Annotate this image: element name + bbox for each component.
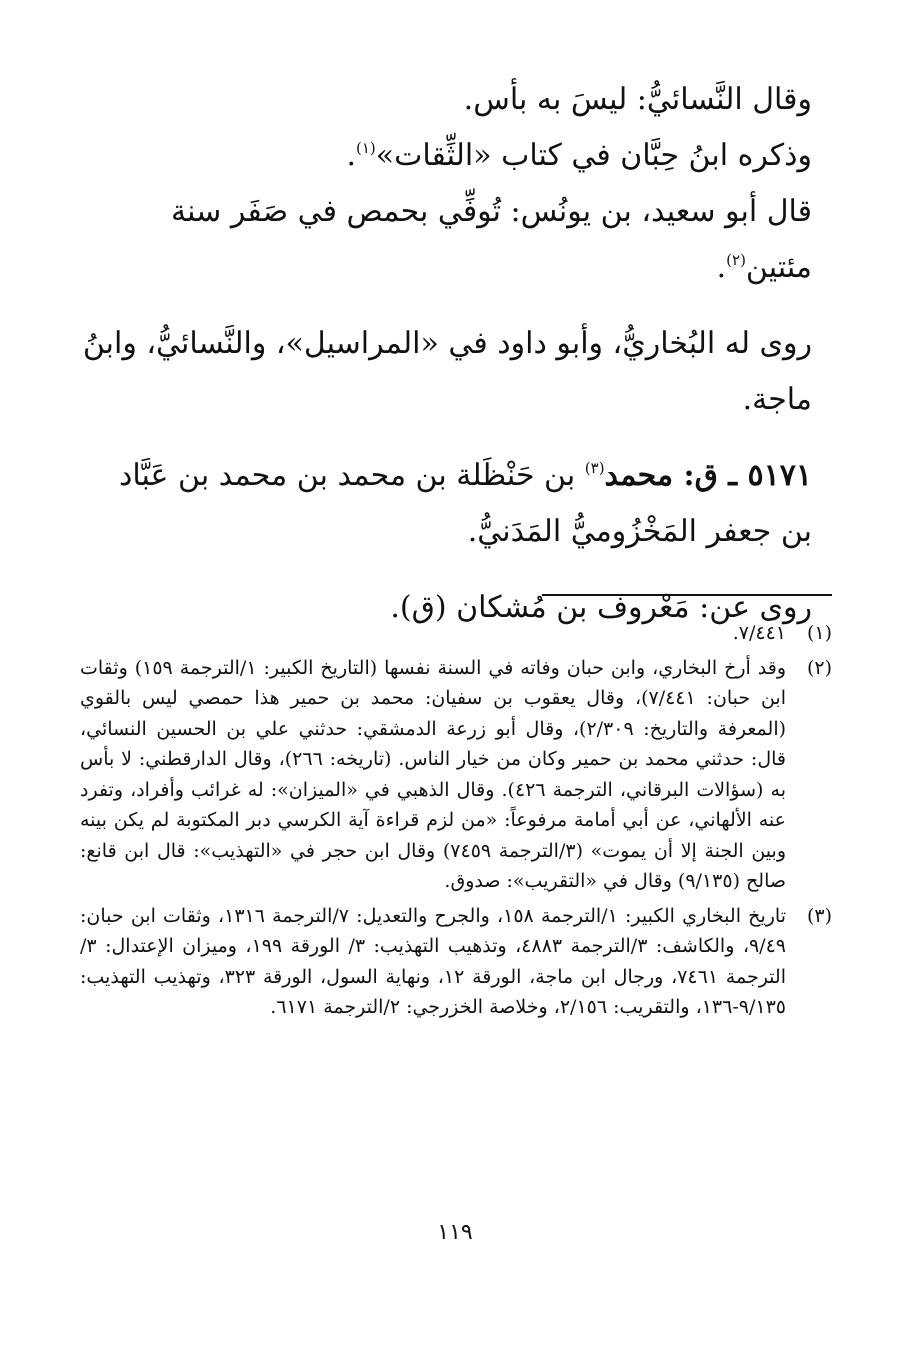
- biography-entry: [80, 448, 832, 560]
- footnote-text: وقد أرخ البخاري، وابن حبان وفاته في السنة نفسها (التاريخ الكبير: ١/الترجمة ١٥٩) وثقات ابن حبان: ٧/٤٤١)، وقال يعقوب بن سفيان: محمد بن حمير هذا حمصي ليس بالقوي (المعرفة والتاريخ: ٢/٣٠٩)، وقال أبو زرعة الدمشقي: حدثني علي بن الحسين النسائي، قال: حدثني محمد بن حمير وكان من خيار الناس. (تاريخه: ٢٦٦)، وقال الدارقطني: لا بأس به (سؤالات البرقاني، الترجمة ٤٢٦). وقال الذهبي في «الميزان»: له غرائب وأفراد، وتفرد عنه الألهاني، عن أبي أمامة مرفوعاً: «من لزم قراءة آية الكرسي دبر المكتوبة لم يكن بينه وبين الجنة إلا أن يموت» (٣/الترجمة ٧٤٥٩) وقال ابن حجر في «التهذيب»: قال ابن قانع: صالح (٩/١٣٥) وقال في «التقريب»: صدوق.: [80, 656, 787, 892]
- footnote-text: ٧/٤٤١.: [732, 622, 786, 644]
- footnote-ref[interactable]: (٣): [584, 459, 605, 477]
- footnote-2: [80, 653, 832, 897]
- entry-heading: ٥١٧١ ـ ق: محمد: [604, 458, 812, 493]
- footnote-ref[interactable]: (٢): [726, 251, 746, 269]
- paragraph-ibn-hibban: [80, 128, 832, 184]
- paragraph-narrators: [80, 316, 832, 428]
- footnote-text: تاريخ البخاري الكبير: ١/الترجمة ١٥٨، والجرح والتعديل: ٧/الترجمة ١٣١٦، وثقات ابن حبان: ٩/٤٩، والكاشف: ٣/الترجمة ٤٨٨٣، وتذهيب التهذيب: ٣/ الورقة ١٩٩، وميزان الإعتدال: ٣/الترجمة ٧٤٦١، ورجال ابن ماجة، الورقة ١٢، ونهاية السول، الورقة ٣٢٣، وتهذيب التهذيب: ٩/١٣٥-١٣٦، والتقريب: ٢/١٥٦، وخلاصة الخزرجي: ٢/الترجمة ٦١٧١.: [80, 904, 786, 1018]
- footnote-divider: [542, 594, 832, 596]
- entry-name: بن حَنْظَلة بن محمد بن محمد بن عَبَّاد بن جعفر المَخْزُوميُّ المَدَنيُّ.: [119, 458, 812, 549]
- paragraph-text: قال أبو سعيد، بن يونُس: تُوفِّي بحمص في صَفَر سنة مئتين: [171, 194, 812, 285]
- paragraph-text: روى له البُخاريُّ، وأبو داود في «المراسيل»، والنَّسائيُّ، وابنُ ماجة.: [82, 326, 812, 417]
- paragraph-death: [80, 184, 832, 296]
- paragraph-text: وقال النَّسائيُّ: ليسَ به بأس.: [463, 82, 812, 117]
- paragraph-text: وذكره ابنُ حِبَّان في كتاب «الثِّقات»: [375, 138, 812, 173]
- paragraph-nasai: [80, 72, 832, 128]
- page-number: ١١٩: [437, 1220, 473, 1245]
- paragraph-tail: .: [346, 138, 356, 173]
- paragraph-text: روى عن: مَعْروف بن مُشكان (ق).: [390, 590, 812, 625]
- footnotes: [80, 618, 832, 1023]
- footnote-1: [80, 618, 832, 649]
- paragraph-tail: .: [716, 250, 727, 285]
- footnote-number: (١): [806, 622, 832, 644]
- footnote-number: (٣): [806, 904, 832, 927]
- footnote-3: [80, 901, 832, 1023]
- footnote-number: (٢): [806, 656, 832, 679]
- main-text: [80, 72, 832, 636]
- footnote-ref[interactable]: (١): [355, 139, 376, 157]
